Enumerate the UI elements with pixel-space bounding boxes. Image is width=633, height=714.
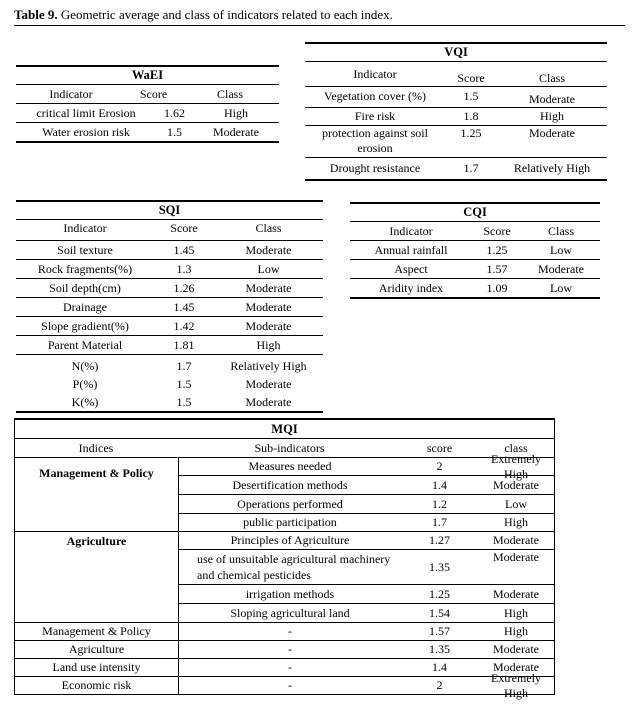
score-cell: 1.81: [173, 338, 195, 352]
class-cell: Relatively High: [230, 359, 307, 373]
table-row: [16, 336, 323, 355]
score-cell: 1.35: [401, 641, 478, 659]
indicator-cell: Drainage: [63, 300, 107, 314]
vqi-table: [305, 42, 607, 181]
score-cell: 1.35: [401, 550, 478, 585]
index-cell: Agriculture: [15, 641, 178, 659]
column-header: Class: [255, 221, 282, 235]
cqi-header-row: [350, 222, 600, 241]
table-row: [305, 108, 607, 126]
class-cell: Extremely High: [491, 670, 541, 700]
class-cell: Moderate: [245, 243, 292, 257]
column-header: Indicator: [389, 224, 433, 238]
score-cell: 1.5: [167, 125, 182, 139]
table-row: [16, 260, 323, 279]
cqi-body: [350, 241, 600, 297]
indicator-cell: Water erosion risk: [42, 125, 130, 139]
caption-rule: [14, 25, 625, 26]
sub-indicator-cell: public participation: [178, 514, 401, 532]
score-cell: 1.5: [463, 89, 479, 103]
sub-indicator-cell: use of unsuitable agricultural machinery and chemical pesticides: [178, 550, 401, 585]
table-caption: [14, 7, 393, 23]
score-cell: 1.26: [173, 281, 195, 295]
score-cell: 1.5: [176, 377, 192, 391]
sub-indicator-cell: -: [178, 659, 401, 677]
class-cell: Moderate: [245, 281, 292, 295]
sub-indicator-cell: -: [178, 677, 401, 694]
class-cell: Low: [550, 281, 572, 295]
sub-indicator-cell: Desertification methods: [178, 476, 401, 495]
score-cell: 1.3: [176, 262, 192, 276]
score-cell: 1.42: [173, 319, 195, 333]
class-cell: Moderate: [529, 126, 575, 140]
score-cell: 1.45: [173, 300, 195, 314]
indicator-cell: Rock fragments(%): [37, 262, 133, 276]
indicator-cell: N(%): [71, 359, 99, 373]
column-header: score: [401, 439, 478, 458]
class-cell: Moderate: [478, 532, 554, 550]
indicator-cell: Vegetation cover (%): [324, 89, 426, 103]
sqi-table: [16, 200, 323, 413]
indicator-cell: Soil texture: [57, 243, 113, 257]
sub-indicator-cell: Operations performed: [178, 495, 401, 514]
mqi-title: MQI: [15, 420, 554, 439]
column-header: Indicator: [63, 221, 107, 235]
column-header: Score: [170, 221, 198, 235]
indicator-cell: Drought resistance: [329, 161, 421, 175]
caption-text: Geometric average and class of indicators related to each index.: [57, 7, 393, 22]
column-header: Class: [538, 71, 565, 85]
score-cell: 1.8: [463, 109, 479, 123]
sub-indicator-cell: irrigation methods: [178, 585, 401, 604]
index-group-cell: Agriculture: [15, 532, 178, 623]
sqi-title: SQI: [16, 202, 323, 220]
class-cell: High: [478, 623, 554, 641]
class-cell: Moderate: [529, 92, 575, 106]
index-group-cell: Management & Policy: [15, 458, 178, 532]
table-row: [16, 393, 323, 411]
score-cell: 2: [401, 458, 478, 476]
sub-indicator-cell: Principles of Agriculture: [178, 532, 401, 550]
wael-header-row: [16, 85, 279, 104]
class-cell: High: [540, 109, 564, 123]
column-header: Indicator: [49, 87, 93, 101]
indicator-cell: P(%): [72, 377, 98, 391]
column-header: Class: [547, 224, 574, 238]
score-cell: 1.62: [164, 106, 185, 120]
indicator-cell: protection against soil erosion: [322, 126, 428, 155]
indicator-cell: Slope gradient(%): [41, 319, 129, 333]
column-header: Sub-indicators: [178, 439, 401, 458]
index-cell: Economic risk: [61, 678, 132, 692]
indicator-cell: K(%): [71, 395, 99, 409]
table-row: [350, 279, 600, 297]
column-header: Class: [216, 87, 243, 101]
class-cell: High: [224, 106, 248, 120]
score-cell: 1.4: [401, 659, 478, 677]
class-cell: Low: [257, 262, 280, 276]
mqi-grid: [15, 439, 554, 700]
table-row: [305, 87, 607, 108]
sub-indicator-cell: Measures needed: [178, 458, 401, 476]
column-header: class: [478, 439, 554, 458]
class-cell: Moderate: [245, 377, 292, 391]
score-cell: 1.25: [460, 126, 482, 140]
class-cell: Extremely High: [478, 458, 554, 476]
vqi-header-row: [305, 62, 607, 87]
class-cell: Low: [478, 495, 554, 514]
column-header: Indicator: [353, 67, 397, 81]
class-cell: Moderate: [245, 300, 292, 314]
class-cell: High: [478, 514, 554, 532]
score-cell: 1.7: [401, 514, 478, 532]
score-cell: 1.4: [401, 476, 478, 495]
indicator-cell: critical limit Erosion: [36, 106, 136, 120]
indicator-cell: Soil depth(cm): [49, 281, 121, 295]
score-cell: 1.54: [401, 604, 478, 623]
indicator-cell: Annual rainfall: [374, 243, 448, 257]
wael-title: WaEI: [16, 67, 279, 85]
indicator-cell: Aspect: [394, 262, 428, 276]
class-cell: High: [256, 338, 281, 352]
sqi-header-row: [16, 220, 323, 241]
score-cell: 1.27: [401, 532, 478, 550]
class-cell: Moderate: [538, 262, 584, 276]
table-row: [16, 241, 323, 260]
table-row: [305, 126, 607, 158]
score-cell: 2: [436, 678, 443, 692]
class-cell: Moderate: [245, 319, 292, 333]
sub-indicator-cell: -: [178, 623, 401, 641]
class-cell: Moderate: [478, 476, 554, 495]
score-cell: 1.57: [486, 262, 508, 276]
class-cell: Moderate: [478, 659, 554, 677]
table-row: [305, 158, 607, 179]
score-cell: 1.45: [173, 243, 195, 257]
class-cell: Moderate: [478, 550, 554, 585]
class-cell: Relatively High: [513, 161, 591, 175]
score-cell: 1.2: [401, 495, 478, 514]
cqi-title: CQI: [350, 204, 600, 222]
column-header: Indices: [15, 439, 178, 458]
class-cell: Moderate: [245, 395, 292, 409]
table-row: [16, 298, 323, 317]
sub-indicator-cell: Sloping agricultural land: [178, 604, 401, 623]
class-cell: Moderate: [478, 641, 554, 659]
score-cell: 1.25: [486, 243, 508, 257]
table-row: [16, 123, 279, 141]
class-cell: Moderate: [213, 125, 259, 139]
score-cell: 1.7: [463, 161, 479, 175]
class-cell: Low: [550, 243, 572, 257]
table-row: [16, 355, 323, 375]
column-header: Score: [457, 71, 485, 85]
index-cell: Management & Policy: [15, 623, 178, 641]
column-header: Score: [483, 224, 511, 238]
class-cell: Moderate: [478, 585, 554, 604]
table-row: [16, 104, 279, 123]
table-row: [16, 375, 323, 393]
indicator-cell: Aridity index: [378, 281, 444, 295]
table-row: [16, 317, 323, 336]
table-row: [350, 260, 600, 279]
class-cell: High: [478, 604, 554, 623]
index-cell: Land use intensity: [15, 659, 178, 677]
score-cell: 1.25: [401, 585, 478, 604]
score-cell: 1.7: [176, 359, 192, 373]
vqi-title: VQI: [305, 44, 607, 62]
sub-indicator-cell: -: [178, 641, 401, 659]
indicator-cell: Parent Material: [47, 338, 123, 352]
table-row: [350, 241, 600, 260]
score-cell: 1.5: [176, 395, 192, 409]
cqi-table: [350, 202, 600, 299]
wael-table: [16, 65, 279, 143]
column-header: Score: [139, 87, 168, 101]
table-row: [16, 279, 323, 298]
score-cell: 1.09: [486, 281, 508, 295]
sqi-body: [16, 241, 323, 411]
mqi-table: [14, 418, 555, 700]
indicator-cell: Fire risk: [354, 109, 396, 123]
table-label: Table 9.: [14, 7, 58, 22]
score-cell: 1.57: [401, 623, 478, 641]
